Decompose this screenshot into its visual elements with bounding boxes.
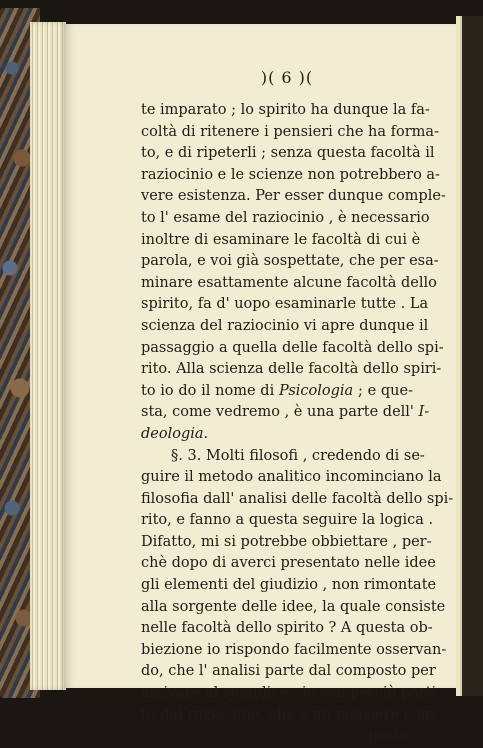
text-line [141, 467, 442, 489]
text-line [141, 251, 439, 273]
text-line [141, 489, 454, 511]
text-run: passaggio a quella delle facoltà dello spi- [141, 339, 444, 356]
text-run: inoltre di esaminare le facoltà di cui è [141, 231, 421, 248]
page-edges [30, 22, 66, 690]
text-line [141, 424, 413, 446]
text-run: to, e di ripeterli ; senza questa facoltà il [141, 145, 435, 162]
text-line [141, 402, 430, 424]
text-run: §. 3. Molti filosofi , credendo di se- [171, 447, 425, 464]
text-line [141, 165, 440, 187]
text-line [141, 381, 413, 403]
right-cover-edge [456, 16, 483, 696]
text-run: minare esattamente alcune facoltà dello [141, 274, 437, 291]
text-line [141, 640, 447, 662]
text-line [141, 446, 425, 468]
text-line [141, 705, 440, 727]
text-line [141, 510, 434, 532]
text-run: do, che l' analisi parte dal composto per [141, 663, 436, 680]
text-line [141, 683, 442, 705]
text-line [141, 208, 430, 230]
text-line [141, 316, 429, 338]
text-run: rito, e fanno a questa seguire la logica . [141, 512, 434, 529]
text-run: ; e que- [353, 382, 413, 399]
text-line [141, 273, 437, 295]
text-line [141, 532, 432, 554]
text-run: parola, e voi già sospettate, che per esa- [141, 253, 439, 270]
text-line [141, 186, 446, 208]
text-run: te imparato ; lo spirito ha dunque la fa- [141, 102, 430, 118]
page-text [141, 100, 454, 748]
text-run: Difatto, mi si potrebbe obbiettare , per- [141, 533, 432, 550]
text-run: rito. Alla scienza delle facoltà dello spiri- [141, 361, 442, 378]
text-line [141, 618, 433, 640]
text-run: sta, come vedremo , è una parte dell' [141, 404, 419, 421]
text-run: arrivare al semplice , io son perciò parti- [141, 685, 442, 702]
text-run: to io do il nome di [141, 382, 279, 399]
text-line [141, 575, 437, 597]
text-run: coltà di ritenere i pensieri che ha forma- [141, 123, 439, 140]
text-run: filosofia dall' analisi delle facoltà dello spi- [141, 490, 454, 507]
page-number: )( 6 )( [260, 68, 314, 87]
text-line [141, 359, 442, 381]
italic-text: deologia. [141, 425, 209, 442]
italic-text: I- [418, 404, 430, 421]
text-run: to dal raziocinio, che è un pensiere com- [141, 706, 440, 723]
text-line [141, 122, 439, 144]
text-run: raziocinio e le scienze non potrebbero a- [141, 166, 440, 183]
text-run: posto, [368, 728, 413, 745]
text-line [141, 338, 444, 360]
text-run: chè dopo di averci presentato nelle idee [141, 555, 436, 572]
text-run: guire il metodo analitico incominciano la [141, 469, 442, 486]
text-line [141, 597, 446, 619]
text-run: to l' esame del raziocinio , è necessario [141, 209, 430, 226]
text-line [141, 230, 421, 252]
text-line [141, 143, 435, 165]
text-run: spirito, fa d' uopo esaminarle tutte . La [141, 296, 429, 313]
text-run: biezione io rispondo facilmente osservan- [141, 641, 447, 658]
text-run: scienza del raziocinio vi apre dunque il [141, 317, 429, 334]
text-line [141, 553, 436, 575]
text-line [141, 294, 429, 316]
text-line [141, 726, 413, 748]
text-run: alla sorgente delle idee, la quale consiste [141, 598, 446, 615]
text-run: vere esistenza. Per esser dunque comple- [141, 188, 446, 205]
text-run: gli elementi del giudizio , non rimontate [141, 577, 437, 594]
text-line [141, 100, 430, 122]
italic-text: Psicologia [278, 382, 354, 399]
text-line [141, 661, 436, 683]
text-run: nelle facoltà dello spirito ? A questa ob- [141, 620, 433, 637]
